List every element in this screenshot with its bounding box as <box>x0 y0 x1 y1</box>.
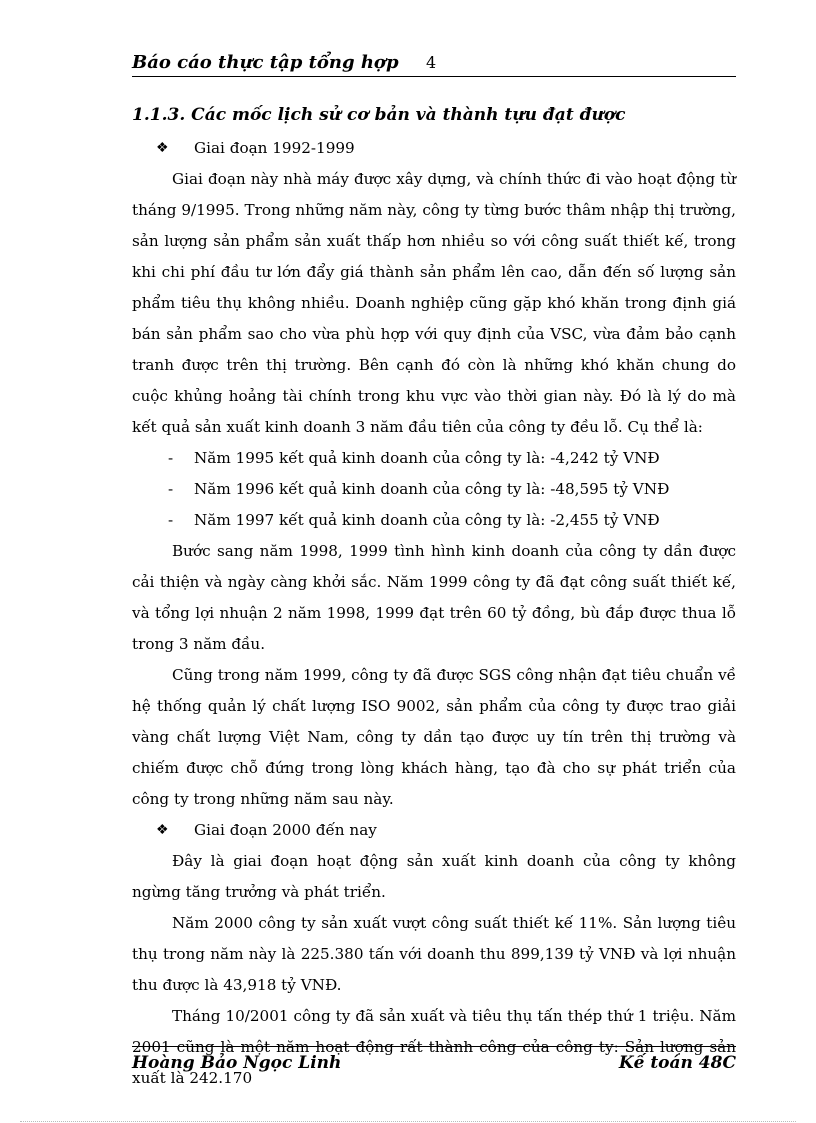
list-item-text: Năm 1997 kết quả kinh doanh của công ty là: -2,455 tỷ VNĐ <box>194 511 660 529</box>
dash-bullet: - <box>168 511 174 529</box>
stage-1-heading <box>132 133 736 164</box>
stage-2-paragraph-1: Đây là giai đoạn hoạt động sản xuất kinh doanh của công ty không ngừng tăng trưởng và phát triển. <box>132 852 736 901</box>
list-item <box>132 443 736 474</box>
diamond-bullet-icon: ❖ <box>156 140 169 156</box>
list-item-text: Năm 1995 kết quả kinh doanh của công ty là: -4,242 tỷ VNĐ <box>194 449 660 467</box>
page-edge-divider <box>20 1121 796 1122</box>
stage-1-title: Giai đoạn 1992-1999 <box>194 139 355 157</box>
stage-1-paragraph-3: Cũng trong năm 1999, công ty đã được SGS công nhận đạt tiêu chuẩn về hệ thống quản lý chất lượng ISO 9002, sản phẩm của công ty được trao giải vàng chất lượng Việt Nam, công ty dần tạo được uy tín trên thị trường và chiếm được chỗ đứng trong lòng khách hàng, tạo đà cho sự phát triển của công ty trong những năm sau này. <box>132 666 736 808</box>
list-item <box>132 505 736 536</box>
results-list <box>132 443 736 536</box>
diamond-bullet-icon: ❖ <box>156 822 169 838</box>
page-footer <box>132 1046 736 1075</box>
stage-2-heading <box>132 815 736 846</box>
stage-1-paragraph-1: Giai đoạn này nhà máy được xây dựng, và chính thức đi vào hoạt động từ tháng 9/1995. Trong những năm này, công ty từng bước thâm nhập thị trường, sản lượng sản phẩm sản xuất thấp hơn nhiều so với công suất thiết kế, trong khi chi phí đầu tư lớn đẩy giá thành sản phẩm lên cao, dẫn đến số lượng sản phẩm tiêu thụ không nhiều. Doanh nghiệp cũng gặp khó khăn trong định giá bán sản phẩm sao cho vừa phù hợp với quy định của VSC, vừa đảm bảo cạnh tranh được trên thị trường. Bên cạnh đó còn là những khó khăn chung do cuộc khủng hoảng tài chính trong khu vực vào thời gian này. Đó là lý do mà kết quả sản xuất kinh doanh 3 năm đầu tiên của công ty đều lỗ. Cụ thể là: <box>132 170 736 436</box>
report-title: Báo cáo thực tập tổng hợp <box>132 52 399 73</box>
dash-bullet: - <box>168 480 174 498</box>
stage-2-title: Giai đoạn 2000 đến nay <box>194 821 377 839</box>
list-item <box>132 474 736 505</box>
page-body <box>132 100 736 1094</box>
author-class: Kế toán 48C <box>618 1053 736 1073</box>
stage-2-paragraph-3: Tháng 10/2001 công ty đã sản xuất và tiêu thụ tấn thép thứ 1 triệu. Năm 2001 cũng là một năm hoạt động rất thành công của công ty: Sản lượng sản xuất là 242.170 <box>132 1007 736 1087</box>
page-header <box>132 52 736 77</box>
section-heading: 1.1.3. Các mốc lịch sử cơ bản và thành tựu đạt được <box>132 105 626 125</box>
author-name: Hoàng Bảo Ngọc Linh <box>132 1053 342 1073</box>
stage-2-paragraph-2: Năm 2000 công ty sản xuất vượt công suất thiết kế 11%. Sản lượng tiêu thụ trong năm này là 225.380 tấn với doanh thu 899,139 tỷ VNĐ và lợi nhuận thu được là 43,918 tỷ VNĐ. <box>132 914 736 994</box>
list-item-text: Năm 1996 kết quả kinh doanh của công ty là: -48,595 tỷ VNĐ <box>194 480 670 498</box>
dash-bullet: - <box>168 449 174 467</box>
stage-1-paragraph-2: Bước sang năm 1998, 1999 tình hình kinh doanh của công ty dần được cải thiện và ngày càng khởi sắc. Năm 1999 công ty đã đạt công suất thiết kế, và tổng lợi nhuận 2 năm 1998, 1999 đạt trên 60 tỷ đồng, bù đắp được thua lỗ trong 3 năm đầu. <box>132 542 736 653</box>
page-number: 4 <box>426 53 437 72</box>
